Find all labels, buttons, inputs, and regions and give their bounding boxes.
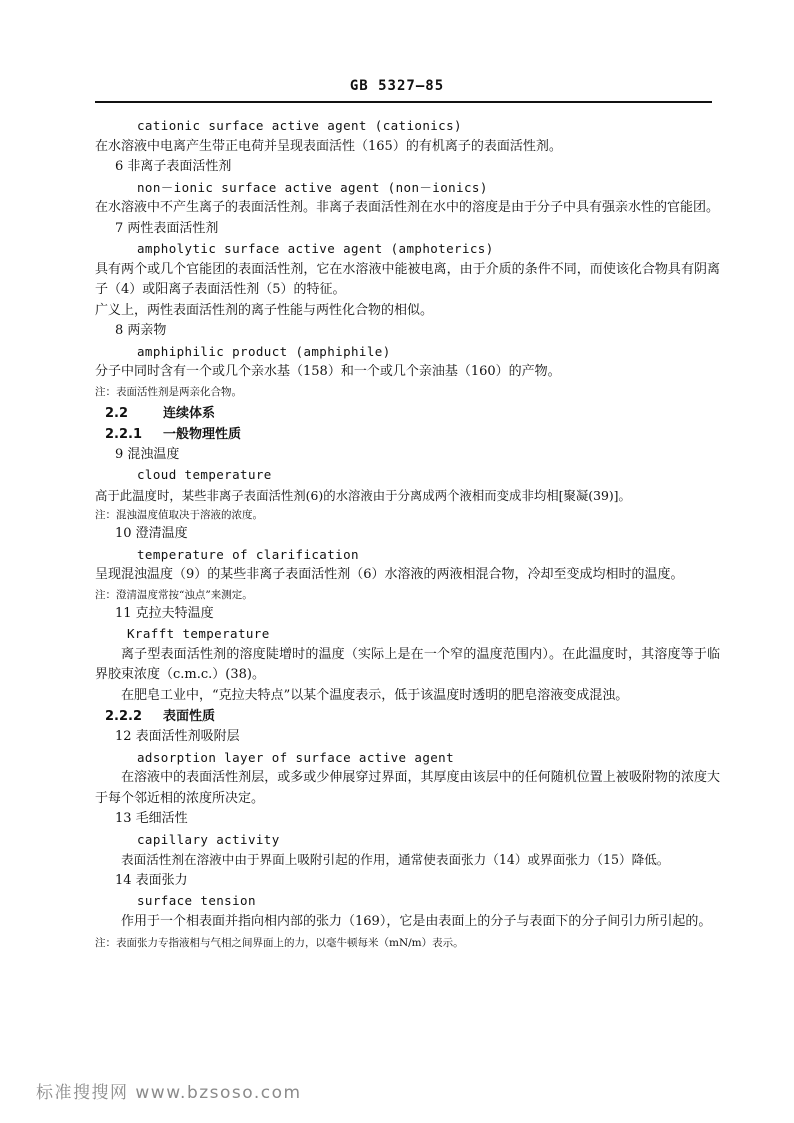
term-english: cloud temperature [137,467,272,482]
section-title: 一般物理性质 [163,426,242,442]
section-heading [95,403,720,424]
section-number: 2.2 [105,405,129,421]
term-english: temperature of clarification [137,546,359,562]
term-english: Krafft temperature [127,626,270,641]
note: 注：混浊温度值取决于溶液的浓度。 [95,509,263,521]
term-chinese: 10 澄清温度 [115,526,188,541]
definition: 在肥皂工业中，“克拉夫特点”以某个温度表示，低于该温度时透明的肥皂溶液变成混浊。 [121,687,629,703]
definition: 高于此温度时，某些非离子表面活性剂(6)的水溶液由于分离成两个液相而变成非均相[聚凝(39)]。 [95,487,631,503]
term-english: non－ionic surface active agent (non－ionics) [137,179,488,195]
term-english: capillary activity [137,831,280,847]
term-chinese: 7 两性表面活性剂 [115,220,219,236]
term-chinese: 6 非离子表面活性剂 [115,159,232,174]
standard-code: GB 5327—85 [349,78,445,94]
document-body [95,116,720,952]
definition: 在水溶液中不产生离子的表面活性剂。非离子表面活性剂在水中的溶度是由于分子中具有强亲水性的官能团。 [95,200,720,215]
section-number: 2.2.2 [105,709,143,724]
definition: 在溶液中的表面活性剂层，或多或少伸展穿过界面，其厚度由该层中的任何随机位置上被吸附物的浓度大于每个邻近相的浓度所决定。 [95,770,720,806]
definition: 广义上，两性表面活性剂的离子性能与两性化合物的相似。 [95,302,434,318]
definition: 表面活性剂在溶液中由于界面上吸附引起的作用，通常使表面张力（14）或界面张力（15）降低。 [121,852,670,867]
term-chinese: 14 表面张力 [115,872,188,888]
section-heading [95,424,720,445]
definition: 离子型表面活性剂的溶度陡增时的温度（实际上是在一个窄的温度范围内）。在此温度时，其溶度等于临界胶束浓度（c.m.c.）(38)。 [95,646,720,682]
section-title: 连续体系 [163,405,216,421]
term-english: surface tension [137,893,256,908]
term-english: adsorption layer of surface active agent [137,749,455,765]
site-watermark: 标准搜搜网 www.bzsoso.com [36,1083,302,1103]
note: 注：澄清温度常按“浊点”来测定。 [95,588,253,601]
term-chinese: 9 混浊温度 [115,446,180,462]
note: 注：表面张力专指液相与气相之间界面上的力，以毫牛顿每米（mN/m）表示。 [95,937,464,949]
term-english: ampholytic surface active agent (amphoterics) [137,241,494,256]
definition: 在水溶液中电离产生带正电荷并呈现表面活性（165）的有机离子的表面活性剂。 [95,138,562,154]
term-chinese: 13 毛细活性 [115,811,188,826]
term-chinese: 11 克拉夫特温度 [115,605,214,621]
header-rule [95,101,712,103]
section-number: 2.2.1 [105,426,143,442]
definition: 具有两个或几个官能团的表面活性剂，它在水溶液中能被电离，由于介质的条件不同，而使该化合物具有阴离子（4）或阳离子表面活性剂（5）的特征。 [95,261,720,297]
term-chinese: 12 表面活性剂吸附层 [115,729,240,744]
term-chinese: 8 两亲物 [115,323,167,338]
section-title: 表面性质 [163,709,216,724]
term-english: cationic surface active agent (cationics) [137,118,462,133]
definition: 分子中同时含有一个或几个亲水基（158）和一个或几个亲油基（160）的产物。 [95,364,561,379]
note: 注：表面活性剂是两亲化合物。 [95,385,242,398]
definition: 呈现混浊温度（9）的某些非离子表面活性剂（6）水溶液的两液相混合物，冷却至变成均相时的温度。 [95,567,684,582]
term-english: amphiphilic product (amphiphile) [137,343,391,359]
section-heading [95,706,720,727]
definition: 作用于一个相表面并指向相内部的张力（169），它是由表面上的分子与表面下的分子间引力所引起的。 [121,913,712,929]
